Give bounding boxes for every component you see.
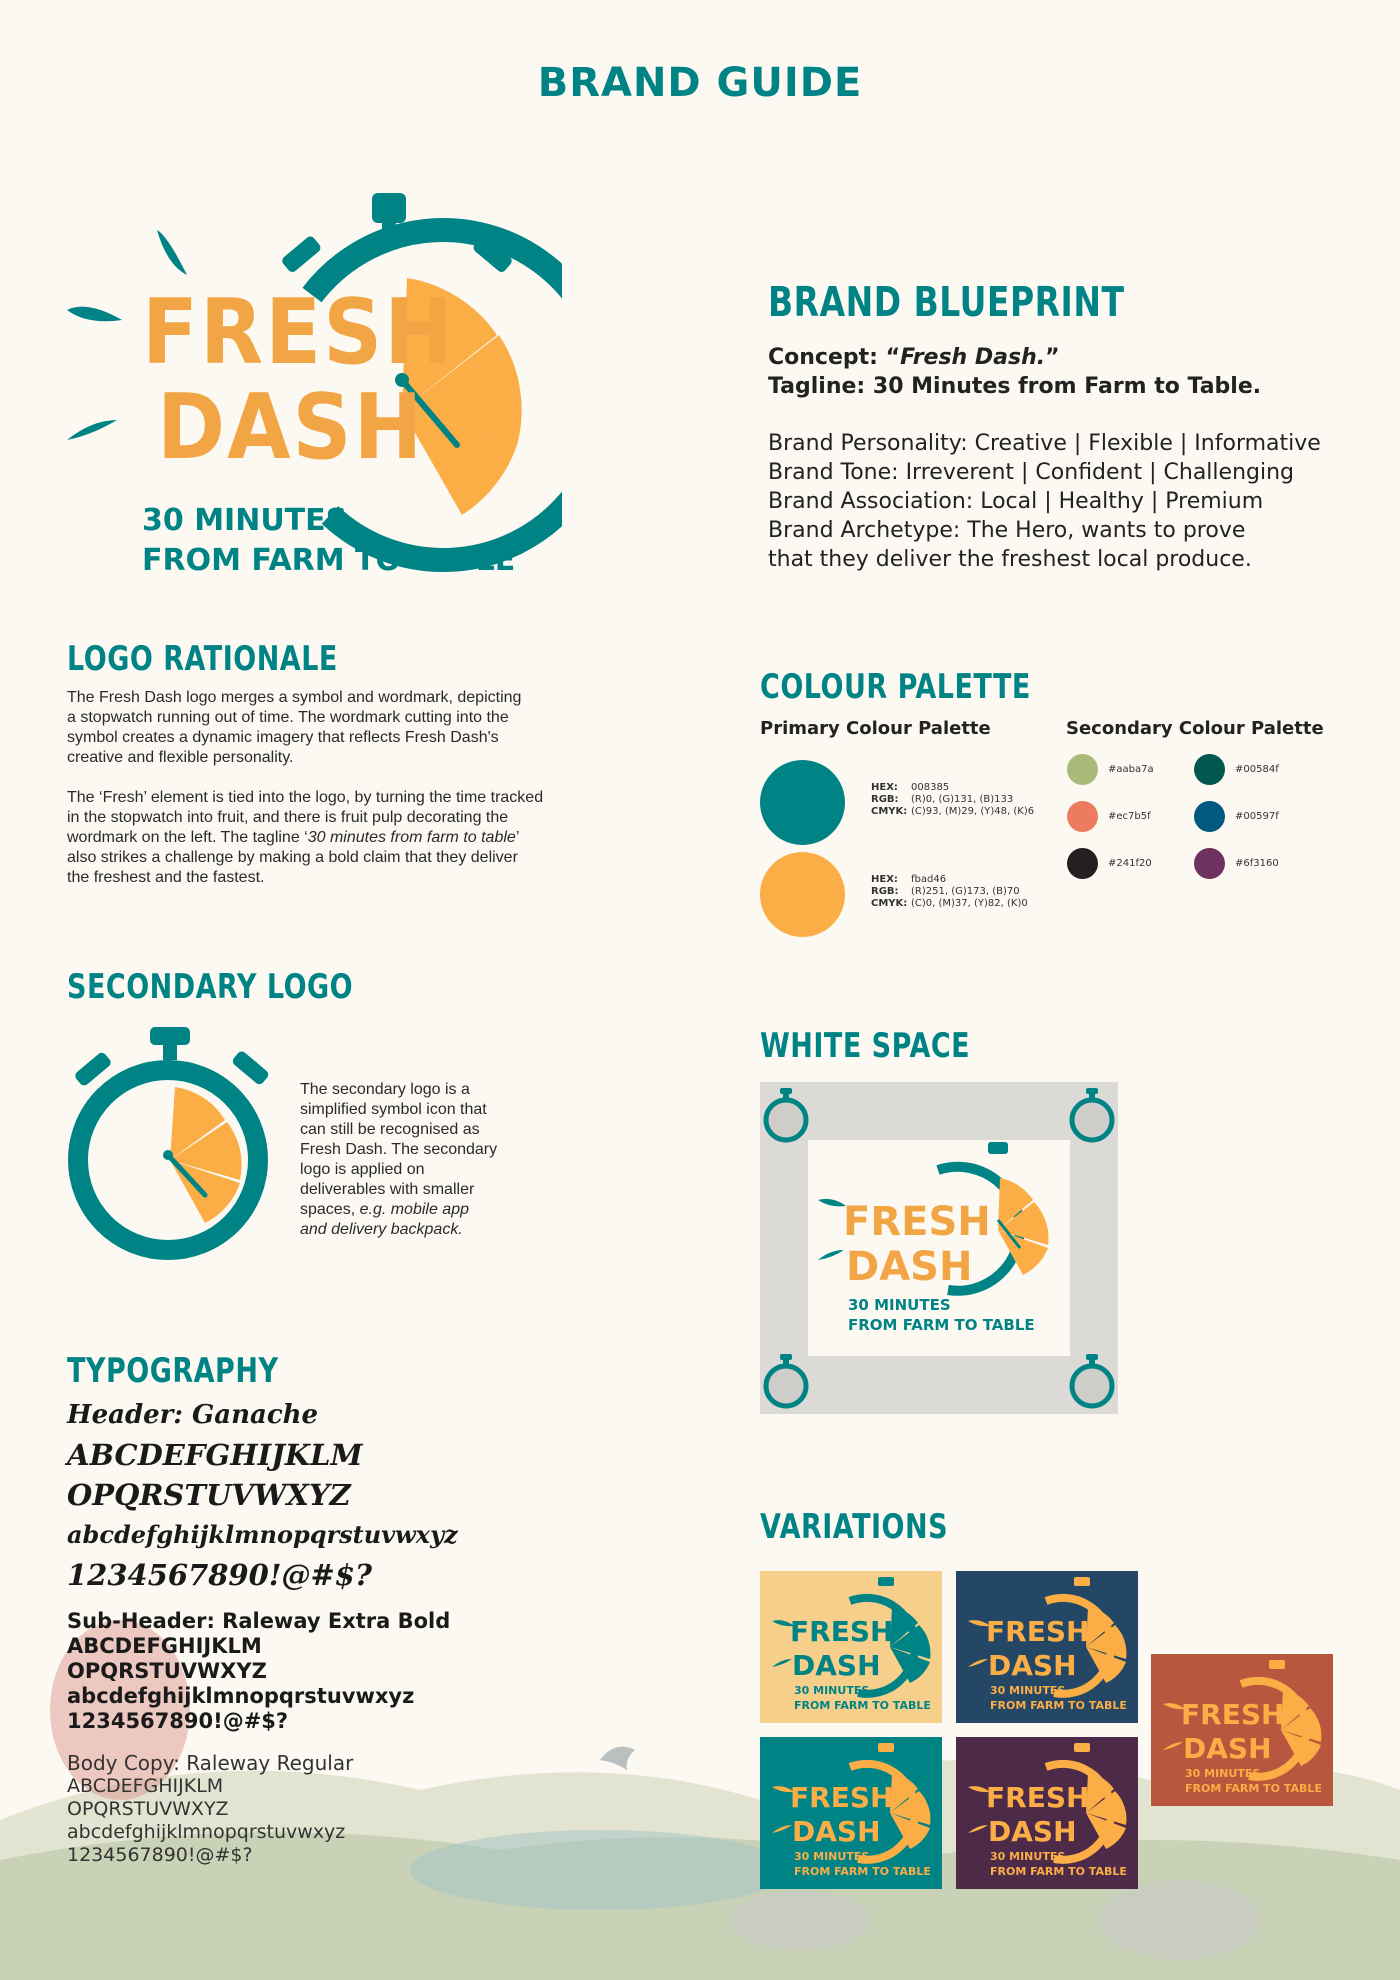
secondary-logo-line: spaces,: [300, 1201, 360, 1218]
white-space-heading: WHITE SPACE: [760, 1027, 971, 1066]
archetype-value: The Hero, wants to prove: [960, 518, 1246, 543]
variation-word-fresh: FRESH: [986, 1615, 1090, 1648]
subheader-font-sample: 1234567890!@#$?: [67, 1709, 289, 1733]
concept-label: Concept: “: [768, 345, 901, 370]
blueprint-text: [768, 343, 1388, 574]
colour-info-row: [871, 874, 1041, 886]
colour-info-label: RGB:: [871, 886, 899, 897]
secondary-colour-label: #00584f: [1235, 764, 1279, 775]
colour-info-row: [871, 794, 1041, 806]
variation-tagline-1: 30 MINUTES: [1185, 1767, 1261, 1780]
variation-logo: [760, 1737, 942, 1889]
white-space-logo: [808, 1140, 1070, 1356]
logo-rationale-heading: LOGO RATIONALE: [67, 640, 338, 679]
variation-word-fresh: FRESH: [986, 1781, 1090, 1814]
personality-value: Creative | Flexible | Informative: [967, 431, 1321, 456]
variation-tagline-2: FROM FARM TO TABLE: [794, 1699, 931, 1712]
variation-word-dash: DASH: [988, 1649, 1077, 1682]
rationale-line: symbol creates a dynamic imagery that reflects Fresh Dash's: [67, 729, 499, 746]
blueprint-tagline: Tagline: 30 Minutes from Farm to Table.: [768, 374, 1262, 399]
secondary-colour-swatch: [1194, 801, 1225, 832]
colour-info-value: (R)0, (G)131, (B)133: [911, 794, 1014, 805]
rationale-italic: 30 minutes from farm to table: [307, 829, 516, 846]
rationale-line: creative and flexible personality.: [67, 749, 294, 766]
header-font-label: Header: Ganache: [67, 1400, 319, 1430]
secondary-logo-line: logo is applied on: [300, 1161, 425, 1178]
variation-word-dash: DASH: [988, 1815, 1077, 1848]
secondary-colour-swatch: [1067, 848, 1098, 879]
primary-colour-info: [871, 782, 1041, 818]
secondary-logo-italic: and delivery backpack.: [300, 1221, 463, 1238]
rationale-line: also strikes a challenge by making a bold claim that they deliver: [67, 849, 518, 866]
archetype-value-2: that they deliver the freshest local produce.: [768, 547, 1252, 572]
tone-value: Irreverent | Confident | Challenging: [898, 460, 1294, 485]
logo-variation-tile: [956, 1737, 1138, 1889]
concept-end: ”: [1045, 345, 1060, 370]
variation-logo: [760, 1571, 942, 1723]
logo-variation-tile: [956, 1571, 1138, 1723]
colour-palette-heading: COLOUR PALETTE: [760, 668, 1031, 707]
page-title: BRAND GUIDE: [537, 60, 863, 106]
secondary-colour-label: #00597f: [1235, 811, 1279, 822]
header-font-sample: 1234567890!@#$?: [67, 1558, 372, 1592]
colour-info-row: [871, 886, 1041, 898]
association-value: Local | Healthy | Premium: [973, 489, 1264, 514]
colour-info-row: [871, 806, 1041, 818]
personality-label: Brand Personality:: [768, 431, 968, 456]
colour-info-value: (C)93, (M)29, (Y)48, (K)6: [911, 806, 1035, 817]
secondary-colour-swatch: [1067, 754, 1098, 785]
colour-info-label: CMYK:: [871, 898, 908, 909]
ws-tagline-2: FROM FARM TO TABLE: [848, 1316, 1035, 1334]
variation-word-dash: DASH: [792, 1649, 881, 1682]
secondary-palette-title: Secondary Colour Palette: [1066, 718, 1324, 739]
colour-info-label: HEX:: [871, 874, 898, 885]
secondary-logo-line: simplified symbol icon that: [300, 1101, 487, 1118]
colour-info-label: CMYK:: [871, 806, 908, 817]
secondary-logo-line: Fresh Dash. The secondary: [300, 1141, 498, 1158]
secondary-logo-heading: SECONDARY LOGO: [67, 968, 354, 1007]
colour-info-row: [871, 898, 1041, 910]
secondary-colour-label: #aaba7a: [1108, 764, 1154, 775]
subheader-font-sample: abcdefghijklmnopqrstuvwxyz: [67, 1684, 415, 1708]
variation-tagline-1: 30 MINUTES: [794, 1684, 870, 1697]
body-font-sample: OPQRSTUVWXYZ: [67, 1798, 229, 1820]
rationale-line: in the stopwatch into fruit, and there is fruit pulp decorating the: [67, 809, 509, 826]
logo-rationale-text: [67, 688, 627, 888]
archetype-label: Brand Archetype:: [768, 518, 961, 543]
variation-tagline-1: 30 MINUTES: [794, 1850, 870, 1863]
secondary-logo-text: [300, 1080, 540, 1240]
tone-label: Brand Tone:: [768, 460, 899, 485]
rationale-line: wordmark on the left. The tagline ‘: [67, 829, 308, 846]
rationale-line: The Fresh Dash logo merges a symbol and wordmark, depicting: [67, 689, 522, 706]
body-font-sample: ABCDEFGHIJKLM: [67, 1775, 224, 1797]
colour-info-value: fbad46: [911, 874, 947, 885]
secondary-logo-line: The secondary logo is a: [300, 1081, 470, 1098]
logo-tagline-1: 30 MINUTES: [142, 503, 348, 538]
rationale-line: the freshest and the fastest.: [67, 869, 265, 886]
blueprint-heading: BRAND BLUEPRINT: [768, 277, 1125, 326]
subheader-font-label: Sub-Header: Raleway Extra Bold: [67, 1609, 451, 1633]
concept-value: Fresh Dash.: [900, 345, 1046, 370]
association-label: Brand Association:: [768, 489, 974, 514]
logo-word-dash: DASH: [157, 375, 425, 480]
header-font-sample: ABCDEFGHIJKLM: [67, 1438, 363, 1472]
variations-heading: VARIATIONS: [760, 1508, 949, 1547]
stopwatch-icon: [1068, 1088, 1116, 1144]
primary-colour-swatch: [760, 852, 845, 937]
body-font-label: Body Copy: Raleway Regular: [67, 1751, 354, 1775]
subheader-font-sample: ABCDEFGHIJKLM: [67, 1634, 262, 1658]
variation-tagline-1: 30 MINUTES: [990, 1684, 1066, 1697]
subheader-font-sample: OPQRSTUVWXYZ: [67, 1659, 267, 1683]
ws-tagline-1: 30 MINUTES: [848, 1296, 951, 1314]
secondary-logo-line: deliverables with smaller: [300, 1181, 475, 1198]
header-font-sample: abcdefghijklmnopqrstuvwxyz: [67, 1520, 458, 1549]
stopwatch-icon: [762, 1088, 810, 1144]
header-font-sample: OPQRSTUVWXYZ: [67, 1478, 351, 1512]
variation-tagline-2: FROM FARM TO TABLE: [1185, 1782, 1322, 1795]
body-font-sample: abcdefghijklmnopqrstuvwxyz: [67, 1821, 346, 1843]
logo-variation-tile: [1151, 1654, 1333, 1806]
colour-info-label: RGB:: [871, 794, 899, 805]
variation-tagline-2: FROM FARM TO TABLE: [794, 1865, 931, 1878]
variation-logo: [1151, 1654, 1333, 1806]
colour-info-value: 008385: [911, 782, 950, 793]
body-font-sample: 1234567890!@#$?: [67, 1844, 253, 1866]
secondary-logo-icon: [65, 1025, 280, 1265]
primary-colour-swatch: [760, 760, 845, 845]
stopwatch-icon: [762, 1354, 810, 1410]
variation-word-fresh: FRESH: [1181, 1698, 1285, 1731]
white-space-diagram: [760, 1082, 1118, 1414]
secondary-logo-italic: e.g. mobile app: [359, 1201, 469, 1218]
secondary-colour-label: #ec7b5f: [1108, 811, 1151, 822]
ws-word-dash: DASH: [846, 1244, 973, 1290]
variation-word-fresh: FRESH: [790, 1615, 894, 1648]
variation-logo: [956, 1737, 1138, 1889]
primary-palette-title: Primary Colour Palette: [760, 718, 991, 739]
primary-colour-info: [871, 874, 1041, 910]
typography-samples: [67, 1395, 587, 1867]
colour-info-value: (C)0, (M)37, (Y)82, (K)0: [911, 898, 1028, 909]
variation-word-dash: DASH: [1183, 1732, 1272, 1765]
logo-variation-tile: [760, 1737, 942, 1889]
colour-info-value: (R)251, (G)173, (B)70: [911, 886, 1020, 897]
main-logo: [62, 185, 562, 595]
variation-logo: [956, 1571, 1138, 1723]
ws-word-fresh: FRESH: [843, 1199, 991, 1245]
logo-word-fresh: FRESH: [142, 280, 455, 385]
secondary-colour-swatch: [1194, 754, 1225, 785]
secondary-colour-label: #241f20: [1108, 858, 1152, 869]
typography-heading: TYPOGRAPHY: [67, 1352, 279, 1391]
rationale-line: The ‘Fresh’ element is tied into the logo, by turning the time tracked: [67, 789, 544, 806]
colour-info-row: [871, 782, 1041, 794]
stopwatch-icon: [1068, 1354, 1116, 1410]
logo-variation-tile: [760, 1571, 942, 1723]
secondary-colour-swatch: [1067, 801, 1098, 832]
variation-tagline-2: FROM FARM TO TABLE: [990, 1699, 1127, 1712]
secondary-logo-line: can still be recognised as: [300, 1121, 480, 1138]
colour-info-label: HEX:: [871, 782, 898, 793]
secondary-colour-swatch: [1194, 848, 1225, 879]
rationale-line: a stopwatch running out of time. The wordmark cutting into the: [67, 709, 509, 726]
logo-tagline-2: FROM FARM TO TABLE: [142, 543, 516, 578]
variation-tagline-2: FROM FARM TO TABLE: [990, 1865, 1127, 1878]
variation-tagline-1: 30 MINUTES: [990, 1850, 1066, 1863]
variation-word-dash: DASH: [792, 1815, 881, 1848]
rationale-line-end: ’: [515, 829, 520, 846]
variation-word-fresh: FRESH: [790, 1781, 894, 1814]
secondary-colour-label: #6f3160: [1235, 858, 1279, 869]
